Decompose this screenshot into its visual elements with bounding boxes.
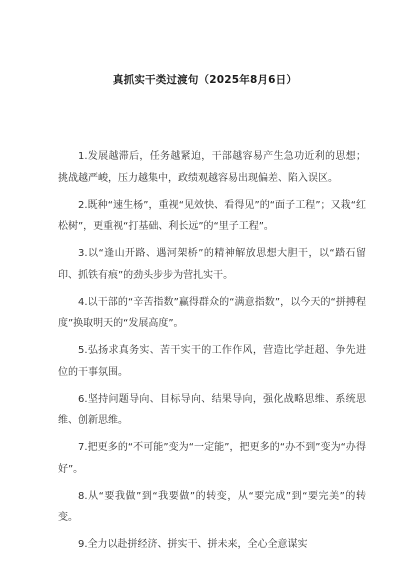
- paragraph-8: 8.从“要我做”到“我要做”的转变，从“要完成”到“要完美”的转变。: [58, 490, 366, 523]
- paragraph-5: 5.弘扬求真务实、苦干实干的工作作风，营造比学赶超、争先进位的干事氛围。: [58, 345, 366, 378]
- paragraph-7: 7.把更多的“不可能”变为“一定能”，把更多的“办不到”变为“办得好”。: [58, 442, 366, 475]
- paragraph-9: 9.全力以赴拼经济、拼实干、拼未来，全心全意谋实: [78, 539, 308, 550]
- paragraph-6: 6.坚持问题导向、目标导向、结果导向，强化战略思维、系统思维、创新思维。: [58, 393, 366, 426]
- document-title: 真抓实干类过渡句（2025年8月6日）: [112, 74, 298, 86]
- paragraph-1: 1.发展越滞后，任务越紧迫，干部越容易产生急功近利的思想；挑战越严峻，压力越集中，政绩观越容易出现偏差、陷入误区。: [58, 151, 366, 184]
- paragraph-4: 4.以干部的“辛苦指数”赢得群众的“满意指数”，以今天的“拼搏程度”换取明天的“发展高度”。: [58, 296, 366, 329]
- paragraph-2: 2.既种“速生杨”，重视“见效快、看得见”的“面子工程”；又栽“红松树”，更重视“打基础、利长远”的“里子工程”。: [58, 199, 366, 232]
- document-body: [58, 146, 366, 562]
- paragraph-3: 3.以“逢山开路、遇河架桥”的精神解放思想大胆干，以“踏石留印、抓铁有痕”的劲头步步为营扎实干。: [58, 248, 366, 281]
